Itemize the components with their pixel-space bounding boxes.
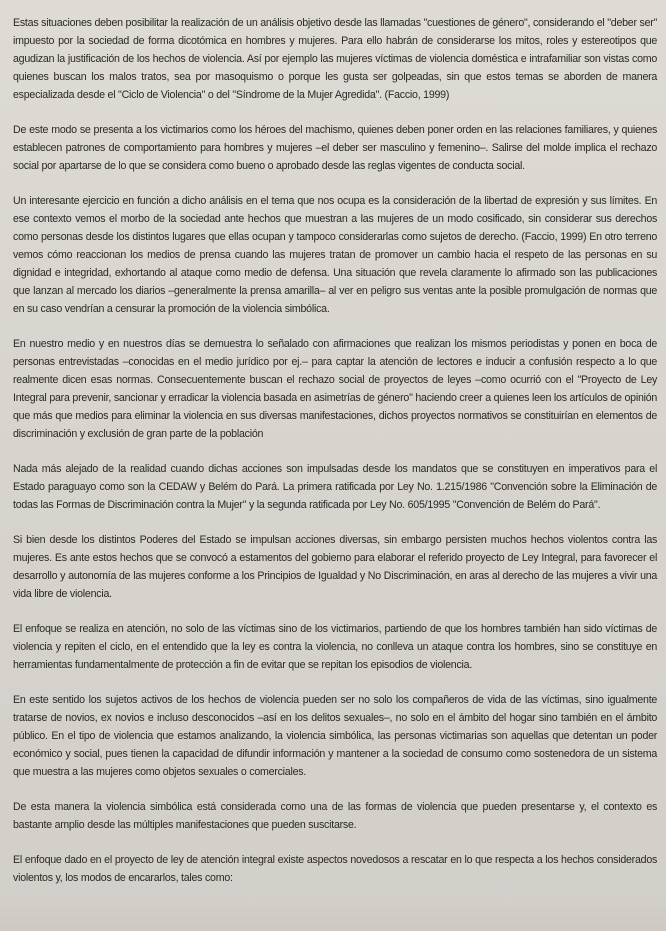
paragraph-8: En este sentido los sujetos activos de los hechos de violencia pueden ser no solo los compañeros de vida de las víctimas, sino igualmente tratarse de novios, ex novios e incluso desconocidos –así en los delitos sexuales–, no solo en el ámbito del hogar sino también en el ámbito público. En el tipo de violencia que estamos analizando, la violencia simbólica, las personas victimarias son aquellas que detentan un poder económico y social, pues tienen la capacidad de difundir información y mantener a la sociedad de consumo como sostenedora de un sistema que muestra a las mujeres como objetos sexuales o comerciales. bbox=[13, 694, 658, 778]
paragraph-4: En nuestro medio y en nuestros días se demuestra lo señalado con afirmaciones que realizan los mismos periodistas y ponen en boca de personas entrevistadas –conocidas en el medio jurídico por ej.– para captar la atención de lectores e inducir a confusión respecto a lo que realmente dicen esas normas. Consecuentemente buscan el rechazo social de proyectos de leyes –como ocurrió con el "Proyecto de Ley Integral para prevenir, sancionar y erradicar la violencia basada en asimetrías de género" haciendo creer a quienes leen los artículos de opinión que más que medios para eliminar la violencia en sus diversas manifestaciones, dichos proyectos normativos se constituirían en elementos de discriminación y exclusión de gran parte de la población bbox=[13, 338, 658, 440]
paragraph-6: Si bien desde los distintos Poderes del Estado se impulsan acciones diversas, sin embargo persisten muchos hechos violentos contra las mujeres. Es ante estos hechos que se convocó a estamentos del gobierno para elaborar el referido proyecto de Ley Integral, para favorecer el desarrollo y autonomía de las mujeres conforme a los Principios de Igualdad y No Discriminación, en aras al derecho de las mujeres a vivir una vida libre de violencia. bbox=[13, 534, 658, 600]
paragraph-7: El enfoque se realiza en atención, no solo de las víctimas sino de los victimarios, partiendo de que los hombres también han sido víctimas de violencia y repiten el ciclo, en el entendido que la ley es contra la violencia, no conlleva un ataque contra los hombres, sino se constituye en herramientas fundamentalmente de protección a fin de evitar que se repitan los episodios de violencia. bbox=[13, 623, 658, 671]
paragraph-9: De esta manera la violencia simbólica está considerada como una de las formas de violencia que pueden presentarse y, el contexto es bastante amplio desde las múltiples manifestaciones que pueden suscitarse. bbox=[13, 801, 658, 831]
paragraph-2: De este modo se presenta a los victimarios como los héroes del machismo, quienes deben poner orden en las relaciones familiares, y quienes establecen patrones de comportamiento para hombres y mujeres –el deber ser masculino y femenino–. Salirse del molde implica el rechazo social por apartarse de lo que se considera como bueno o aprobado desde las reglas vigentes de conducta social. bbox=[13, 124, 658, 172]
paragraph-10: El enfoque dado en el proyecto de ley de atención integral existe aspectos novedosos a rescatar en lo que respecta a los hechos considerados violentos y, los modos de encararlos, tales como: bbox=[13, 854, 658, 884]
paragraph-3: Un interesante ejercicio en función a dicho análisis en el tema que nos ocupa es la consideración de la libertad de expresión y sus límites. En ese contexto vemos el morbo de la sociedad ante hechos que muestran a las mujeres de un modo cosificado, sin considerar sus derechos como personas desde los distintos lugares que ellas ocupan y tampoco considerarlas como sujetos de derecho. (Faccio, 1999) En otro terreno vemos cómo reaccionan los medios de prensa cuando las mujeres tratan de promover un cambio hacia el respeto de las personas en su dignidad e integridad, exhortando al ataque como medio de defensa. Una situación que revela claramente lo afirmado son las publicaciones que lanzan al mercado los diarios –generalmente la prensa amarilla– al ver en peligro sus ventas ante la posible promulgación de normas que en su caso vendrían a censurar la promoción de la violencia simbólica. bbox=[13, 195, 658, 315]
paragraph-5: Nada más alejado de la realidad cuando dichas acciones son impulsadas desde los mandatos que se constituyen en imperativos para el Estado paraguayo como son la CEDAW y Belém do Pará. La primera ratificada por Ley No. 1.215/1986 "Convención sobre la Eliminación de todas las Formas de Discriminación contra la Mujer" y la segunda ratificada por Ley No. 605/1995 "Convención de Belém do Pará". bbox=[13, 463, 658, 511]
paragraph-1: Estas situaciones deben posibilitar la realización de un análisis objetivo desde las llamadas "cuestiones de género", considerando el "deber ser" impuesto por la sociedad de forma dicotómica en hombres y mujeres. Para ello habrán de considerarse los mitos, roles y estereotipos que agudizan la justificación de los hechos de violencia. Así por ejemplo las mujeres víctimas de violencia doméstica e intrafamiliar son vistas como quienes buscan los malos tratos, sea por masoquismo o porque les gusta ser golpeadas, sin que estos temas se aborden de manera especializada desde el "Ciclo de Violencia" o del "Síndrome de la Mujer Agredida". (Faccio, 1999) bbox=[13, 17, 658, 101]
page-bottom-shadow bbox=[0, 901, 666, 931]
